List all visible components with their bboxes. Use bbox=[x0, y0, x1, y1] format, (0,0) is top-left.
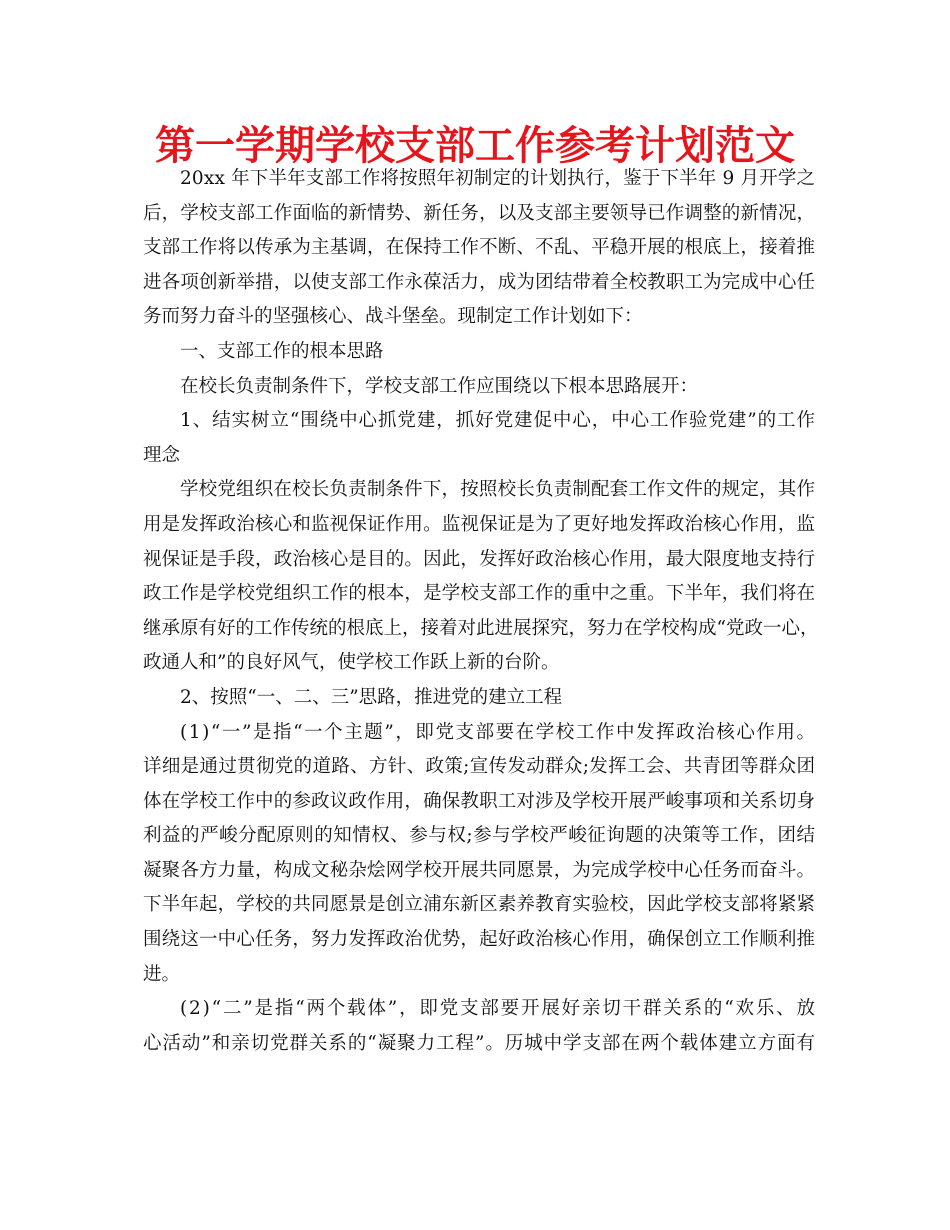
text-line: 体在学校工作中的参政议政作用，确保教职工对涉及学校开展严峻事项和关系切身 bbox=[143, 790, 816, 812]
text-line: 心活动”和亲切党群关系的“凝聚力工程”。历城中学支部在两个载体建立方面有 bbox=[143, 1032, 816, 1054]
text-line: 围绕这一中心任务，努力发挥政治优势，起好政治核心作用，确保创立工作顺利推 bbox=[143, 929, 816, 951]
text-line: 下半年起，学校的共同愿景是创立浦东新区素养教育实验校，因此学校支部将紧紧 bbox=[143, 894, 816, 916]
text-line: 利益的严峻分配原则的知情权、参与权;参与学校严峻征询题的决策等工作，团结 bbox=[143, 825, 816, 847]
text-line: 详细是通过贯彻党的道路、方针、政策;宣传发动群众;发挥工会、共青团等群众团 bbox=[143, 756, 816, 778]
document-title: 第一学期学校支部工作参考计划范文 bbox=[155, 123, 795, 169]
text-line: 进。 bbox=[143, 963, 181, 985]
text-line: 学校党组织在校长负责制条件下，按照校长负责制配套工作文件的规定，其作 bbox=[180, 479, 816, 501]
text-line: 继承原有好的工作传统的根底上，接着对此进展探究，努力在学校构成“党政一心， bbox=[143, 617, 819, 639]
text-line: 用是发挥政治核心和监视保证作用。监视保证是为了更好地发挥政治核心作用，监 bbox=[143, 513, 816, 535]
text-line: 在校长负责制条件下，学校支部工作应围绕以下根本思路展开： bbox=[180, 375, 699, 397]
text-line: 政工作是学校党组织工作的根本，是学校支部工作的重中之重。下半年，我们将在 bbox=[143, 583, 816, 605]
text-line: 后，学校支部工作面临的新情势、新任务，以及支部主要领导已作调整的新情况， bbox=[143, 202, 816, 224]
text-line: 凝聚各方力量，构成文秘杂烩网学校开展共同愿景，为完成学校中心任务而奋斗。 bbox=[143, 859, 816, 881]
text-line: 支部工作将以传承为主基调，在保持工作不断、不乱、平稳开展的根底上，接着推 bbox=[143, 237, 816, 259]
text-line: 视保证是手段，政治核心是目的。因此，发挥好政治核心作用，最大限度地支持行 bbox=[143, 548, 816, 570]
text-line: 一、支部工作的根本思路 bbox=[180, 340, 384, 362]
text-line: (1)“一”是指“一个主题”，即党支部要在学校工作中发挥政治核心作用。 bbox=[180, 721, 817, 743]
text-line: 政通人和”的良好风气，使学校工作跃上新的台阶。 bbox=[143, 652, 560, 674]
text-line: 务而努力奋斗的坚强核心、战斗堡垒。现制定工作计划如下： bbox=[143, 306, 643, 328]
text-line: 2、按照“一、二、三”思路，推进党的建立工程 bbox=[180, 686, 563, 708]
document-body bbox=[143, 162, 819, 1061]
text-line: (2)“二”是指“两个载体”，即党支部要开展好亲切干群关系的“欢乐、放 bbox=[180, 998, 817, 1020]
text-line: 1、结实树立“围绕中心抓党建，抓好党建促中心，中心工作验党建”的工作 bbox=[180, 410, 816, 432]
text-line: 进各项创新举措，以使支部工作永葆活力，成为团结带着全校教职工为完成中心任 bbox=[143, 271, 816, 293]
text-line: 理念 bbox=[143, 444, 181, 466]
text-line: 20xx 年下半年支部工作将按照年初制定的计划执行，鉴于下半年 9 月开学之 bbox=[180, 168, 816, 189]
